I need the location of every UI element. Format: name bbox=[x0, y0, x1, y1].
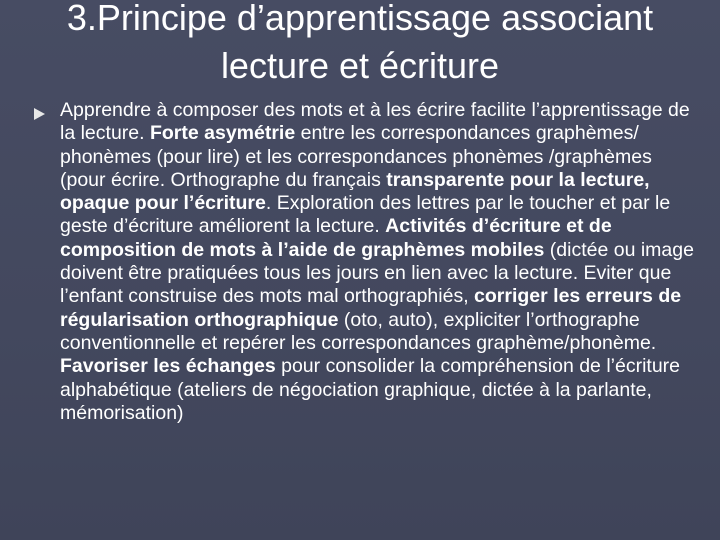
text-segment-bold: corriger les erreurs de régularisation orthographique bbox=[60, 285, 682, 331]
title-line-2: lecture et écriture bbox=[220, 45, 500, 86]
text-segment: (oto, auto), expliciter l’orthographe conventionnelle et repérer les correspondances graphème/phonème. bbox=[60, 308, 657, 354]
text-segment: (dictée ou image doivent être pratiquées tous les jours en lien avec la lecture. Eviter que l’enfant construise des mots mal orthographiés, bbox=[60, 238, 694, 308]
text-segment-bold: Forte asymétrie bbox=[149, 122, 296, 145]
text-segment-bold: Activités d’écriture et de composition de mots à l’aide de graphèmes mobiles bbox=[60, 215, 612, 261]
bullet-paragraph bbox=[60, 99, 700, 425]
text-segment: entre les correspondances graphèmes/ phonèmes (pour lire) et les correspondances phonèmes /graphèmes (pour écrire. Orthographe du français bbox=[60, 122, 652, 191]
text-segment: Apprendre à composer des mots et à les écrire facilite l’apprentissage de la lecture. bbox=[60, 99, 690, 145]
slide-title bbox=[20, 0, 700, 90]
text-segment-bold: transparente pour la lecture, opaque pour l’écriture bbox=[60, 168, 650, 215]
text-segment: . Exploration des lettres par le toucher et par le geste d’écriture améliorent la lecture. bbox=[60, 192, 671, 238]
title-line-1: 3.Principe d’apprentissage associant bbox=[66, 0, 654, 38]
triangle-right-icon bbox=[34, 108, 45, 120]
text-segment-bold: Favoriser les échanges bbox=[60, 355, 276, 378]
text-segment: pour consolider la compréhension de l’écriture alphabétique (ateliers de négociation graphique, dictée à la parlante, mémorisation) bbox=[60, 355, 681, 424]
